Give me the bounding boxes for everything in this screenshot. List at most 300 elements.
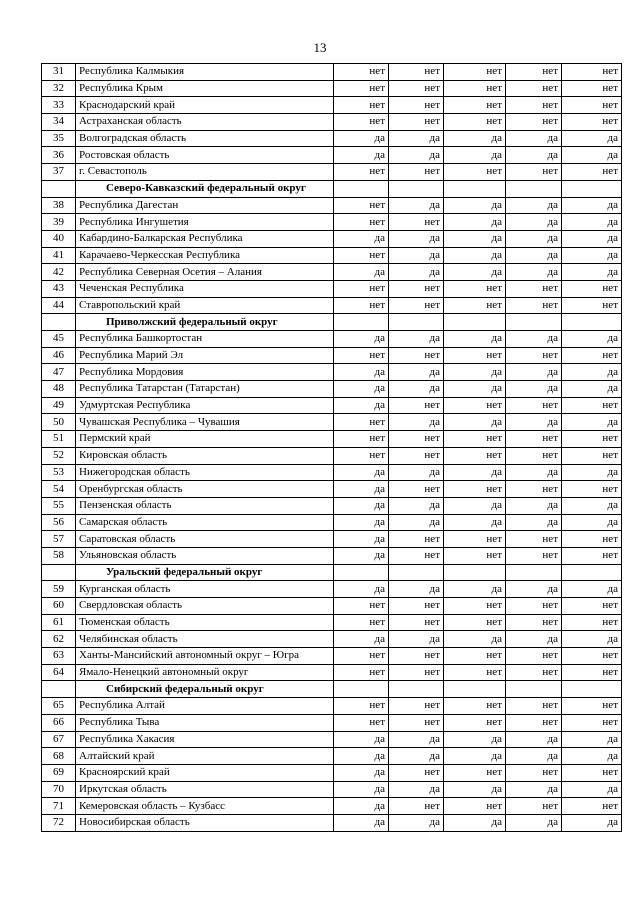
flag-cell-col-2: нет: [389, 714, 444, 731]
flag-cell-col-2: нет: [389, 431, 444, 448]
flag-cell-col-4: да: [506, 364, 562, 381]
table-row: [42, 331, 622, 348]
flag-cell-col-2: нет: [389, 164, 444, 181]
table-row: [42, 147, 622, 164]
row-number: 52: [42, 447, 76, 464]
flag-cell-col-3: нет: [444, 614, 506, 631]
flag-cell-col-3: нет: [444, 531, 506, 548]
flag-cell-col-3: да: [444, 331, 506, 348]
table-row: [42, 781, 622, 798]
row-number: 43: [42, 280, 76, 297]
flag-cell-col-5: да: [562, 631, 622, 648]
district-name: Уральский федеральный округ: [76, 564, 334, 581]
flag-cell-col-3: да: [444, 581, 506, 598]
flag-cell-col-5: нет: [562, 347, 622, 364]
flag-cell-col-1: нет: [334, 414, 389, 431]
flag-cell-col-4: да: [506, 781, 562, 798]
row-number: 36: [42, 147, 76, 164]
flag-cell-col-3: да: [444, 247, 506, 264]
table-row: [42, 664, 622, 681]
district-empty-cell: [506, 314, 562, 331]
flag-cell-col-1: нет: [334, 447, 389, 464]
row-number: 37: [42, 164, 76, 181]
flag-cell-col-5: да: [562, 464, 622, 481]
flag-cell-col-5: да: [562, 748, 622, 765]
flag-cell-col-4: да: [506, 631, 562, 648]
flag-cell-col-2: нет: [389, 114, 444, 131]
flag-cell-col-5: да: [562, 264, 622, 281]
flag-cell-col-2: да: [389, 581, 444, 598]
flag-cell-col-4: нет: [506, 80, 562, 97]
table-row: [42, 164, 622, 181]
region-name: Удмуртская Республика: [76, 397, 334, 414]
region-name: Оренбургская область: [76, 481, 334, 498]
row-number: 60: [42, 598, 76, 615]
table-row: [42, 581, 622, 598]
flag-cell-col-1: да: [334, 130, 389, 147]
flag-cell-col-5: нет: [562, 531, 622, 548]
table-row: [42, 631, 622, 648]
flag-cell-col-3: нет: [444, 714, 506, 731]
flag-cell-col-5: нет: [562, 698, 622, 715]
flag-cell-col-4: да: [506, 230, 562, 247]
flag-cell-col-5: нет: [562, 80, 622, 97]
flag-cell-col-1: да: [334, 264, 389, 281]
flag-cell-col-5: нет: [562, 64, 622, 81]
flag-cell-col-2: нет: [389, 214, 444, 231]
flag-cell-col-4: нет: [506, 164, 562, 181]
flag-cell-col-2: нет: [389, 531, 444, 548]
region-name: Краснодарский край: [76, 97, 334, 114]
table-row: [42, 814, 622, 831]
row-number: 63: [42, 648, 76, 665]
flag-cell-col-1: нет: [334, 714, 389, 731]
region-name: Ямало-Ненецкий автономный округ: [76, 664, 334, 681]
flag-cell-col-1: да: [334, 514, 389, 531]
flag-cell-col-3: да: [444, 214, 506, 231]
table-row: [42, 431, 622, 448]
row-number: 57: [42, 531, 76, 548]
region-name: Кемеровская область – Кузбасс: [76, 798, 334, 815]
flag-cell-col-4: да: [506, 197, 562, 214]
flag-cell-col-3: нет: [444, 280, 506, 297]
flag-cell-col-2: да: [389, 414, 444, 431]
flag-cell-col-2: да: [389, 464, 444, 481]
row-number: 71: [42, 798, 76, 815]
district-empty-cell: [389, 314, 444, 331]
table-row: [42, 497, 622, 514]
flag-cell-col-1: нет: [334, 197, 389, 214]
region-name: Республика Калмыкия: [76, 64, 334, 81]
table-row: [42, 598, 622, 615]
flag-cell-col-5: да: [562, 147, 622, 164]
flag-cell-col-5: нет: [562, 664, 622, 681]
flag-cell-col-2: нет: [389, 648, 444, 665]
flag-cell-col-5: да: [562, 514, 622, 531]
flag-cell-col-4: да: [506, 247, 562, 264]
flag-cell-col-1: нет: [334, 80, 389, 97]
flag-cell-col-5: да: [562, 781, 622, 798]
flag-cell-col-4: да: [506, 331, 562, 348]
regions-table-body: [42, 64, 622, 832]
flag-cell-col-2: да: [389, 748, 444, 765]
flag-cell-col-2: да: [389, 247, 444, 264]
row-number: 72: [42, 814, 76, 831]
flag-cell-col-3: да: [444, 381, 506, 398]
region-name: Карачаево-Черкесская Республика: [76, 247, 334, 264]
region-name: Кабардино-Балкарская Республика: [76, 230, 334, 247]
flag-cell-col-3: да: [444, 130, 506, 147]
flag-cell-col-4: нет: [506, 114, 562, 131]
row-number: 44: [42, 297, 76, 314]
flag-cell-col-2: нет: [389, 764, 444, 781]
row-number: 41: [42, 247, 76, 264]
flag-cell-col-4: нет: [506, 547, 562, 564]
flag-cell-col-3: нет: [444, 664, 506, 681]
district-empty-cell: [334, 564, 389, 581]
flag-cell-col-5: да: [562, 247, 622, 264]
table-row: [42, 614, 622, 631]
flag-cell-col-1: да: [334, 731, 389, 748]
flag-cell-col-1: да: [334, 364, 389, 381]
flag-cell-col-3: да: [444, 197, 506, 214]
flag-cell-col-1: да: [334, 764, 389, 781]
flag-cell-col-1: да: [334, 464, 389, 481]
flag-cell-col-5: да: [562, 214, 622, 231]
region-name: Республика Ингушетия: [76, 214, 334, 231]
flag-cell-col-5: да: [562, 497, 622, 514]
flag-cell-col-5: да: [562, 581, 622, 598]
table-row: [42, 280, 622, 297]
table-row: [42, 531, 622, 548]
flag-cell-col-2: да: [389, 781, 444, 798]
flag-cell-col-1: нет: [334, 114, 389, 131]
flag-cell-col-5: нет: [562, 598, 622, 615]
flag-cell-col-2: нет: [389, 64, 444, 81]
table-row: [42, 764, 622, 781]
district-empty-cell: [389, 180, 444, 197]
flag-cell-col-4: нет: [506, 664, 562, 681]
flag-cell-col-4: нет: [506, 598, 562, 615]
flag-cell-col-4: нет: [506, 764, 562, 781]
flag-cell-col-1: да: [334, 547, 389, 564]
district-empty-cell: [389, 681, 444, 698]
flag-cell-col-3: да: [444, 230, 506, 247]
region-name: Челябинская область: [76, 631, 334, 648]
flag-cell-col-2: нет: [389, 447, 444, 464]
region-name: Ставропольский край: [76, 297, 334, 314]
flag-cell-col-1: да: [334, 631, 389, 648]
flag-cell-col-1: да: [334, 531, 389, 548]
flag-cell-col-2: нет: [389, 297, 444, 314]
district-number-cell: [42, 681, 76, 698]
flag-cell-col-2: да: [389, 631, 444, 648]
table-row: [42, 80, 622, 97]
flag-cell-col-1: да: [334, 781, 389, 798]
flag-cell-col-2: нет: [389, 97, 444, 114]
table-row: [42, 197, 622, 214]
district-header-row: [42, 564, 622, 581]
row-number: 68: [42, 748, 76, 765]
table-row: [42, 547, 622, 564]
row-number: 32: [42, 80, 76, 97]
flag-cell-col-4: да: [506, 264, 562, 281]
row-number: 47: [42, 364, 76, 381]
region-name: Республика Северная Осетия – Алания: [76, 264, 334, 281]
flag-cell-col-5: нет: [562, 431, 622, 448]
table-row: [42, 748, 622, 765]
flag-cell-col-4: да: [506, 130, 562, 147]
flag-cell-col-3: да: [444, 264, 506, 281]
page-number: 13: [313, 40, 327, 55]
flag-cell-col-4: нет: [506, 431, 562, 448]
flag-cell-col-4: да: [506, 381, 562, 398]
flag-cell-col-5: нет: [562, 481, 622, 498]
flag-cell-col-1: да: [334, 798, 389, 815]
district-empty-cell: [334, 314, 389, 331]
district-number-cell: [42, 314, 76, 331]
flag-cell-col-3: нет: [444, 431, 506, 448]
region-name: Новосибирская область: [76, 814, 334, 831]
flag-cell-col-4: да: [506, 581, 562, 598]
row-number: 70: [42, 781, 76, 798]
flag-cell-col-1: да: [334, 497, 389, 514]
flag-cell-col-2: да: [389, 381, 444, 398]
flag-cell-col-3: нет: [444, 347, 506, 364]
row-number: 69: [42, 764, 76, 781]
region-name: Кировская область: [76, 447, 334, 464]
district-empty-cell: [444, 564, 506, 581]
flag-cell-col-3: нет: [444, 648, 506, 665]
flag-cell-col-4: да: [506, 748, 562, 765]
flag-cell-col-3: нет: [444, 80, 506, 97]
table-row: [42, 97, 622, 114]
flag-cell-col-3: да: [444, 147, 506, 164]
flag-cell-col-3: да: [444, 814, 506, 831]
flag-cell-col-3: да: [444, 514, 506, 531]
row-number: 48: [42, 381, 76, 398]
flag-cell-col-2: нет: [389, 80, 444, 97]
flag-cell-col-1: нет: [334, 664, 389, 681]
region-name: Республика Алтай: [76, 698, 334, 715]
flag-cell-col-5: да: [562, 197, 622, 214]
district-header-row: [42, 681, 622, 698]
region-name: Ханты-Мансийский автономный округ – Югра: [76, 648, 334, 665]
flag-cell-col-1: да: [334, 397, 389, 414]
flag-cell-col-5: нет: [562, 280, 622, 297]
flag-cell-col-5: нет: [562, 97, 622, 114]
flag-cell-col-3: нет: [444, 798, 506, 815]
district-empty-cell: [444, 314, 506, 331]
table-row: [42, 464, 622, 481]
flag-cell-col-3: да: [444, 748, 506, 765]
district-empty-cell: [444, 681, 506, 698]
region-name: Республика Татарстан (Татарстан): [76, 381, 334, 398]
flag-cell-col-2: нет: [389, 280, 444, 297]
flag-cell-col-1: нет: [334, 648, 389, 665]
region-name: Свердловская область: [76, 598, 334, 615]
flag-cell-col-1: да: [334, 481, 389, 498]
region-name: Республика Марий Эл: [76, 347, 334, 364]
flag-cell-col-2: да: [389, 264, 444, 281]
table-row: [42, 698, 622, 715]
flag-cell-col-5: нет: [562, 447, 622, 464]
region-name: Тюменская область: [76, 614, 334, 631]
flag-cell-col-4: нет: [506, 280, 562, 297]
flag-cell-col-4: нет: [506, 64, 562, 81]
flag-cell-col-4: нет: [506, 531, 562, 548]
row-number: 39: [42, 214, 76, 231]
flag-cell-col-1: нет: [334, 698, 389, 715]
table-row: [42, 114, 622, 131]
region-name: Республика Мордовия: [76, 364, 334, 381]
flag-cell-col-1: да: [334, 748, 389, 765]
row-number: 58: [42, 547, 76, 564]
flag-cell-col-5: да: [562, 414, 622, 431]
flag-cell-col-5: нет: [562, 764, 622, 781]
row-number: 50: [42, 414, 76, 431]
flag-cell-col-2: нет: [389, 614, 444, 631]
region-name: Чеченская Республика: [76, 280, 334, 297]
flag-cell-col-4: нет: [506, 297, 562, 314]
row-number: 59: [42, 581, 76, 598]
region-name: Пензенская область: [76, 497, 334, 514]
district-empty-cell: [506, 564, 562, 581]
table-row: [42, 130, 622, 147]
flag-cell-col-1: да: [334, 230, 389, 247]
table-row: [42, 347, 622, 364]
row-number: 55: [42, 497, 76, 514]
flag-cell-col-1: да: [334, 147, 389, 164]
flag-cell-col-5: да: [562, 364, 622, 381]
flag-cell-col-3: нет: [444, 97, 506, 114]
row-number: 66: [42, 714, 76, 731]
flag-cell-col-3: да: [444, 464, 506, 481]
flag-cell-col-1: нет: [334, 598, 389, 615]
flag-cell-col-4: да: [506, 414, 562, 431]
row-number: 31: [42, 64, 76, 81]
flag-cell-col-5: да: [562, 814, 622, 831]
flag-cell-col-2: да: [389, 497, 444, 514]
district-name: Сибирский федеральный округ: [76, 681, 334, 698]
region-name: Саратовская область: [76, 531, 334, 548]
table-row: [42, 731, 622, 748]
flag-cell-col-5: да: [562, 731, 622, 748]
table-row: [42, 381, 622, 398]
row-number: 34: [42, 114, 76, 131]
table-row: [42, 447, 622, 464]
district-empty-cell: [444, 180, 506, 197]
flag-cell-col-2: нет: [389, 698, 444, 715]
row-number: 54: [42, 481, 76, 498]
flag-cell-col-1: нет: [334, 347, 389, 364]
flag-cell-col-2: да: [389, 514, 444, 531]
row-number: 33: [42, 97, 76, 114]
table-row: [42, 481, 622, 498]
flag-cell-col-1: нет: [334, 280, 389, 297]
table-row: [42, 64, 622, 81]
row-number: 51: [42, 431, 76, 448]
flag-cell-col-5: да: [562, 381, 622, 398]
district-empty-cell: [334, 180, 389, 197]
district-name: Приволжский федеральный округ: [76, 314, 334, 331]
flag-cell-col-2: нет: [389, 481, 444, 498]
flag-cell-col-2: да: [389, 197, 444, 214]
flag-cell-col-4: да: [506, 147, 562, 164]
region-name: Республика Башкортостан: [76, 331, 334, 348]
flag-cell-col-1: нет: [334, 431, 389, 448]
table-row: [42, 247, 622, 264]
row-number: 40: [42, 230, 76, 247]
flag-cell-col-5: нет: [562, 547, 622, 564]
flag-cell-col-3: нет: [444, 481, 506, 498]
district-empty-cell: [334, 681, 389, 698]
table-row: [42, 798, 622, 815]
flag-cell-col-4: да: [506, 814, 562, 831]
flag-cell-col-2: да: [389, 814, 444, 831]
district-empty-cell: [562, 564, 622, 581]
flag-cell-col-4: нет: [506, 648, 562, 665]
district-empty-cell: [562, 314, 622, 331]
region-name: Нижегородская область: [76, 464, 334, 481]
flag-cell-col-3: нет: [444, 698, 506, 715]
flag-cell-col-4: да: [506, 214, 562, 231]
flag-cell-col-5: нет: [562, 714, 622, 731]
region-name: Ульяновская область: [76, 547, 334, 564]
flag-cell-col-2: да: [389, 130, 444, 147]
flag-cell-col-3: нет: [444, 164, 506, 181]
district-number-cell: [42, 180, 76, 197]
flag-cell-col-4: нет: [506, 714, 562, 731]
row-number: 53: [42, 464, 76, 481]
flag-cell-col-3: нет: [444, 64, 506, 81]
flag-cell-col-3: да: [444, 497, 506, 514]
flag-cell-col-2: да: [389, 147, 444, 164]
flag-cell-col-2: нет: [389, 598, 444, 615]
region-name: Республика Крым: [76, 80, 334, 97]
table-row: [42, 514, 622, 531]
flag-cell-col-4: нет: [506, 97, 562, 114]
region-name: Астраханская область: [76, 114, 334, 131]
flag-cell-col-4: да: [506, 497, 562, 514]
table-row: [42, 714, 622, 731]
flag-cell-col-3: да: [444, 731, 506, 748]
region-name: Курганская область: [76, 581, 334, 598]
flag-cell-col-3: да: [444, 781, 506, 798]
flag-cell-col-2: да: [389, 364, 444, 381]
flag-cell-col-2: нет: [389, 664, 444, 681]
district-number-cell: [42, 564, 76, 581]
district-empty-cell: [506, 681, 562, 698]
region-name: Пермский край: [76, 431, 334, 448]
flag-cell-col-4: нет: [506, 798, 562, 815]
region-name: Красноярский край: [76, 764, 334, 781]
table-row: [42, 648, 622, 665]
district-header-row: [42, 314, 622, 331]
flag-cell-col-4: нет: [506, 447, 562, 464]
flag-cell-col-3: нет: [444, 598, 506, 615]
region-name: Алтайский край: [76, 748, 334, 765]
district-name: Северо-Кавказский федеральный округ: [76, 180, 334, 197]
flag-cell-col-5: нет: [562, 614, 622, 631]
flag-cell-col-5: да: [562, 230, 622, 247]
flag-cell-col-1: нет: [334, 64, 389, 81]
table-row: [42, 264, 622, 281]
row-number: 56: [42, 514, 76, 531]
flag-cell-col-1: нет: [334, 297, 389, 314]
table-row: [42, 214, 622, 231]
flag-cell-col-3: да: [444, 414, 506, 431]
